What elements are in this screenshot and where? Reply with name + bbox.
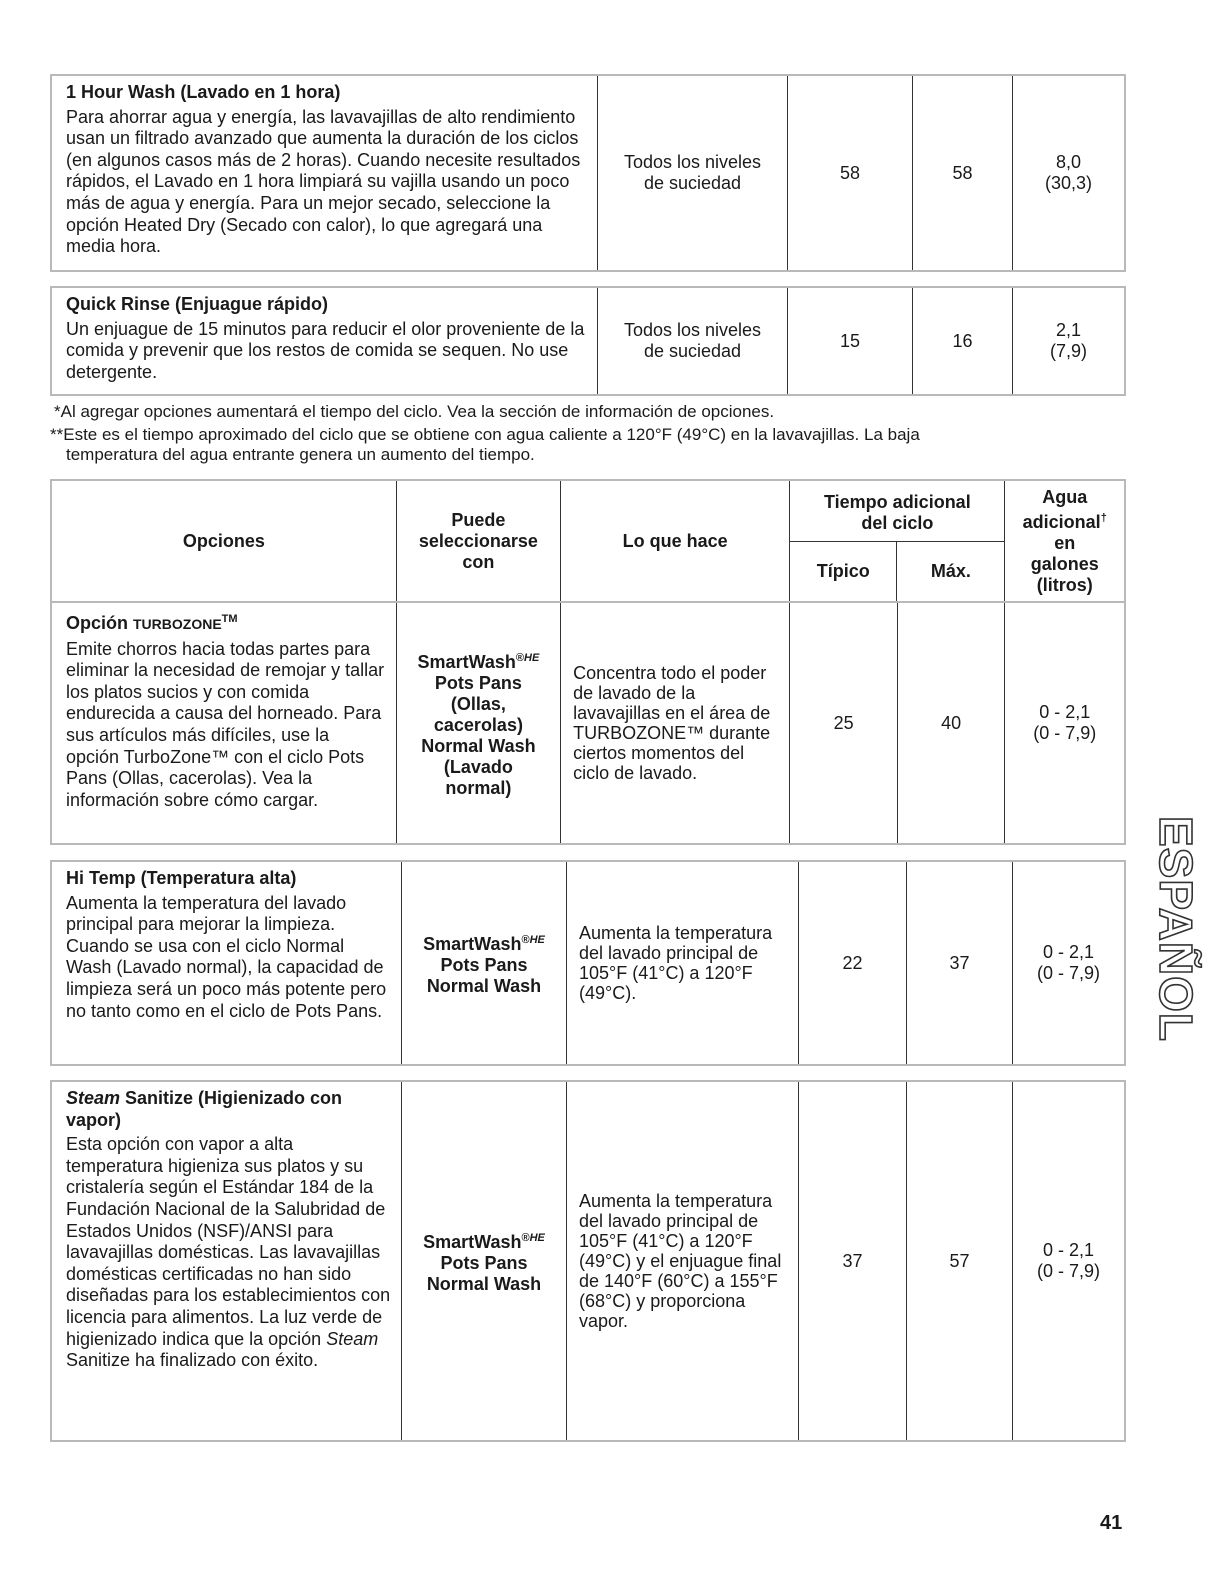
- option-title-tm: TM: [221, 613, 238, 625]
- cycle-block-1-hour-wash: [50, 74, 1126, 272]
- header-agua-4: galones: [1030, 553, 1099, 574]
- soil-level-line-2: de suciedad: [643, 173, 742, 193]
- option-description-part-a: Esta opción con vapor a alta temperatura higieniza sus platos y su cristalería según el Estándar 184 de la Fundación Nacional de la Salubridad de Estados Unidos (NSF)/ANSI para lavavajillas domésticas. Las lavavajillas domésticas certificadas no han sido diseñadas para los establecimientos con licencia para alimentos. La luz verde de higienizado indica que la opción: [66, 1134, 391, 1349]
- option-block-turbozone: [50, 603, 1126, 845]
- option-title-steam: Steam: [66, 1088, 121, 1108]
- what-it-does: Concentra todo el poder de lavado de la lavavajillas en el área de TURBOZONE™ durante ciertos momentos del ciclo de lavado.: [573, 663, 771, 783]
- max-value: 57: [949, 1250, 970, 1271]
- header-agua: [1005, 481, 1124, 601]
- header-tipico-label: Típico: [816, 560, 870, 581]
- what-it-does-cell: [561, 603, 790, 843]
- cycle-block-quick-rinse: [50, 286, 1126, 396]
- max-cell: [898, 603, 1006, 843]
- water-cell: [1013, 288, 1124, 394]
- option-description: Aumenta la temperatura del lavado principal para mejorar la limpieza. Cuando se usa con el ciclo Normal Wash (Lavado normal), la capacidad de limpieza será un poco más potente pero no tanto como en el ciclo de Pots Pans.: [66, 892, 387, 1021]
- cycle-description-cell: [52, 76, 598, 270]
- dagger-mark: †: [1100, 511, 1107, 524]
- header-opciones: [52, 481, 397, 601]
- typical-cell: [790, 603, 898, 843]
- water-cell: [1005, 603, 1124, 843]
- selectable-normal: normal): [445, 777, 512, 798]
- he-mark: HE: [529, 1231, 545, 1244]
- option-title-rest: Sanitize (Higienizado con vapor): [66, 1088, 343, 1130]
- typical-value: 22: [842, 952, 863, 973]
- selectable-smartwash: SmartWash: [423, 933, 522, 954]
- header-puede-3: con: [462, 551, 495, 572]
- option-description: Emite chorros hacia todas partes para eliminar la necesidad de remojar y tallar los platos sucios y con comida endurecida a causa del horneado. Para sus artículos más difíciles, use la opción TurboZone™ con el ciclo Pots Pans (Ollas, cacerolas). Vea la información sobre cómo cargar.: [66, 638, 385, 810]
- header-max: [897, 541, 1004, 601]
- header-tiempo: [790, 481, 1005, 601]
- page-number: 41: [1100, 1512, 1123, 1534]
- soil-level-cell: [598, 76, 788, 270]
- selectable-smartwash: SmartWash: [423, 1231, 522, 1252]
- option-block-steam-sanitize: [50, 1080, 1126, 1442]
- header-tipico: [790, 541, 897, 601]
- selectable-cell: [402, 862, 567, 1064]
- soil-level-line-1: Todos los niveles: [623, 152, 762, 172]
- header-agua-5: (litros): [1036, 574, 1093, 595]
- time-value-2: 58: [952, 162, 973, 183]
- svg-text:ESPAÑOL: ESPAÑOL: [1150, 816, 1202, 1042]
- max-value: 37: [949, 952, 970, 973]
- header-agua-1: Agua: [1042, 486, 1088, 507]
- cycle-description: Para ahorrar agua y energía, las lavavajillas de alto rendimiento usan un filtrado avanzado que aumenta la duración de los ciclos (en algunos casos más de 2 horas). Cuando necesite resultados rápidos, el Lavado en 1 hora limpiará su vajilla usando un poco más de agua y energía. Para un mejor secado, seleccione la opción Heated Dry (Secado con calor), lo que agregará una media hora.: [66, 106, 581, 257]
- selectable-pots-pans: Pots Pans: [434, 672, 522, 693]
- what-it-does: Aumenta la temperatura del lavado principal de 105°F (41°C) a 120°F (49°C).: [579, 923, 773, 1003]
- selectable-cell: [397, 603, 561, 843]
- registered-mark: ®: [521, 1231, 530, 1244]
- header-tiempo-1: Tiempo adicional: [824, 492, 971, 512]
- water-gallons: 0 - 2,1: [1042, 942, 1095, 962]
- option-title: [66, 1088, 391, 1131]
- options-header: [50, 479, 1126, 603]
- option-title: [66, 609, 386, 636]
- water-cell: [1013, 862, 1124, 1064]
- typical-cell: [799, 862, 907, 1064]
- option-title-part-a: Opción: [66, 613, 133, 633]
- water-liters: (0 - 7,9): [1036, 1261, 1101, 1281]
- option-block-hi-temp: [50, 860, 1126, 1066]
- typical-cell: [799, 1082, 907, 1440]
- footnotes: [50, 402, 1126, 465]
- header-agua-3: en: [1054, 532, 1076, 553]
- water-cell: [1013, 76, 1124, 270]
- header-max-label: Máx.: [930, 560, 971, 581]
- what-it-does-cell: [567, 1082, 799, 1440]
- time-cell-1: [788, 76, 913, 270]
- he-mark: HE: [524, 651, 540, 664]
- header-puede-1: Puede: [451, 509, 506, 530]
- time-value-1: 15: [839, 330, 861, 351]
- what-it-does-cell: [567, 862, 799, 1064]
- typical-value: 25: [833, 712, 854, 733]
- max-cell: [907, 1082, 1013, 1440]
- registered-mark: ®: [515, 651, 525, 664]
- selectable-smartwash: SmartWash: [417, 651, 516, 672]
- soil-level-cell: [598, 288, 788, 394]
- soil-level-line-1: Todos los niveles: [623, 320, 762, 340]
- option-description-cell: [52, 1082, 402, 1440]
- water-liters: (0 - 7,9): [1036, 963, 1101, 983]
- water-liters: (7,9): [1049, 341, 1087, 361]
- side-language-label: [1148, 812, 1204, 1062]
- water-gallons: 2,1: [1055, 320, 1081, 340]
- header-puede: [397, 481, 561, 601]
- registered-mark: ®: [521, 933, 530, 946]
- selectable-pots-pans: Pots Pans: [440, 1252, 528, 1273]
- soil-level-line-2: de suciedad: [643, 341, 742, 361]
- selectable-normal-wash: Normal Wash: [426, 1273, 542, 1294]
- selectable-pots-pans: Pots Pans: [440, 954, 528, 975]
- option-title: Hi Temp (Temperatura alta): [66, 868, 297, 888]
- max-cell: [907, 862, 1013, 1064]
- water-gallons: 0 - 2,1: [1039, 702, 1091, 722]
- cycle-title: Quick Rinse (Enjuague rápido): [66, 294, 329, 314]
- side-language-tab: [1148, 812, 1204, 1062]
- water-gallons: 0 - 2,1: [1042, 1240, 1095, 1260]
- selectable-cacerolas: cacerolas): [433, 714, 523, 735]
- cycle-description: Un enjuague de 15 minutos para reducir el olor proveniente de la comida y prevenir que los restos de comida se sequen. No use detergente.: [66, 318, 585, 382]
- selectable-ollas: (Ollas,: [450, 693, 506, 714]
- header-tiempo-title: [790, 481, 1004, 541]
- selectable-normal-wash: Normal Wash: [421, 735, 536, 756]
- time-cell-2: [913, 288, 1013, 394]
- selectable-cell: [402, 1082, 567, 1440]
- max-value: 40: [941, 712, 962, 733]
- typical-value: 37: [842, 1250, 863, 1271]
- cycle-description-cell: [52, 288, 598, 394]
- water-liters: (30,3): [1044, 173, 1093, 193]
- time-value-2: 16: [952, 330, 973, 351]
- header-opciones-label: Opciones: [182, 530, 265, 551]
- time-cell-2: [913, 76, 1013, 270]
- option-title-turbozone: TURBOZONE: [133, 616, 222, 632]
- header-agua-2: adicional: [1022, 511, 1101, 532]
- footnote-1: *Al agregar opciones aumentará el tiempo del ciclo. Vea la sección de información de opciones.: [54, 402, 775, 421]
- header-puede-2: seleccionarse: [418, 530, 538, 551]
- option-description-cell: [52, 603, 397, 843]
- selectable-lavado: (Lavado: [443, 756, 513, 777]
- cycle-title: 1 Hour Wash (Lavado en 1 hora): [66, 82, 341, 102]
- footnote-2-line-2: temperatura del agua entrante genera un aumento del tiempo.: [66, 445, 535, 464]
- option-description-part-b: Sanitize ha finalizado con éxito.: [66, 1350, 319, 1371]
- what-it-does: Aumenta la temperatura del lavado principal de 105°F (41°C) a 120°F (49°C) y el enjuague final de 140°F (60°C) a 155°F (68°C) y proporciona vapor.: [579, 1191, 782, 1331]
- time-value-1: 58: [839, 162, 861, 183]
- water-cell: [1013, 1082, 1124, 1440]
- header-lo-que-hace: [561, 481, 790, 601]
- option-description-cell: [52, 862, 402, 1064]
- option-description: [66, 1134, 391, 1372]
- water-gallons: 8,0: [1055, 152, 1082, 172]
- time-cell-1: [788, 288, 913, 394]
- footnote-2-line-1: **Este es el tiempo aproximado del ciclo que se obtiene con agua caliente a 120°F (49°C) en la lavavajillas. La baja: [50, 425, 920, 444]
- he-mark: HE: [529, 933, 545, 946]
- header-lo-que-hace-label: Lo que hace: [622, 530, 728, 551]
- selectable-normal-wash: Normal Wash: [426, 975, 542, 996]
- header-tiempo-2: del ciclo: [861, 513, 934, 533]
- water-liters: (0 - 7,9): [1033, 723, 1097, 743]
- option-description-steam: Steam: [326, 1328, 379, 1349]
